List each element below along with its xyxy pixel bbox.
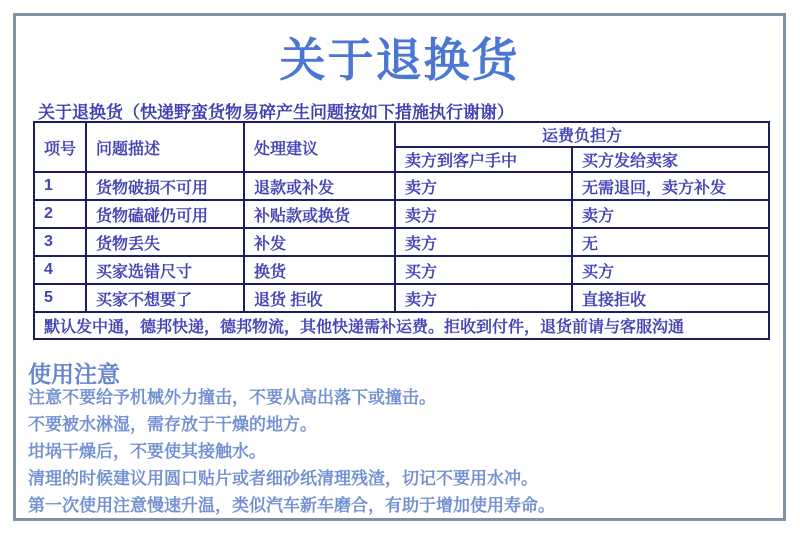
usage-note-line: 第一次使用注意慢速升温，类似汽车新车磨合，有助于增加使用寿命。	[28, 496, 555, 515]
cell-suggestion: 换货	[244, 256, 395, 284]
table-row	[34, 228, 769, 256]
table-row	[34, 256, 769, 284]
col-header-seller-leg: 卖方到客户手中	[395, 147, 572, 172]
cell-problem: 货物磕碰仍可用	[86, 200, 244, 228]
col-header-shipping-group: 运费负担方	[395, 122, 769, 147]
table-row	[34, 172, 769, 200]
table-header-row-top	[34, 122, 769, 147]
usage-notes-heading: 使用注意	[28, 361, 120, 387]
col-header-problem: 问题描述	[86, 122, 244, 172]
cell-seller-leg: 卖方	[395, 284, 572, 312]
cell-buyer-leg: 无需退回，卖方补发	[572, 172, 769, 200]
page-frame	[13, 13, 786, 521]
col-header-suggestion: 处理建议	[244, 122, 395, 172]
col-header-buyer-leg: 买方发给卖家	[572, 147, 769, 172]
usage-notes-list	[28, 384, 768, 519]
cell-item-no: 1	[34, 172, 86, 200]
cell-suggestion: 退货 拒收	[244, 284, 395, 312]
cell-problem: 货物破损不可用	[86, 172, 244, 200]
cell-buyer-leg: 无	[572, 228, 769, 256]
return-policy-table	[33, 121, 770, 340]
cell-seller-leg: 买方	[395, 256, 572, 284]
usage-note-line: 注意不要给予机械外力撞击，不要从高出落下或撞击。	[28, 388, 436, 407]
cell-item-no: 2	[34, 200, 86, 228]
table-subtitle: 关于退换货（快递野蛮货物易碎产生问题按如下措施执行谢谢）	[38, 103, 514, 122]
cell-problem: 买家不想要了	[86, 284, 244, 312]
table-footer-note: 默认发中通，德邦快递，德邦物流，其他快递需补运费。拒收到付件，退货前请与客服沟通	[34, 312, 769, 339]
cell-item-no: 5	[34, 284, 86, 312]
cell-seller-leg: 卖方	[395, 200, 572, 228]
cell-suggestion: 补发	[244, 228, 395, 256]
cell-item-no: 3	[34, 228, 86, 256]
cell-problem: 买家选错尺寸	[86, 256, 244, 284]
cell-suggestion: 退款或补发	[244, 172, 395, 200]
page-title: 关于退换货	[279, 34, 520, 86]
cell-buyer-leg: 直接拒收	[572, 284, 769, 312]
cell-item-no: 4	[34, 256, 86, 284]
table-footer-row	[34, 312, 769, 339]
cell-problem: 货物丢失	[86, 228, 244, 256]
usage-note-line: 不要被水淋湿，需存放于干燥的地方。	[28, 415, 317, 434]
cell-suggestion: 补贴款或换货	[244, 200, 395, 228]
cell-seller-leg: 卖方	[395, 228, 572, 256]
cell-buyer-leg: 卖方	[572, 200, 769, 228]
usage-note-line: 清理的时候建议用圆口贴片或者细砂纸清理残渣，切记不要用水冲。	[28, 469, 538, 488]
table-row	[34, 200, 769, 228]
table-row	[34, 284, 769, 312]
col-header-item-no: 项号	[34, 122, 86, 172]
cell-buyer-leg: 买方	[572, 256, 769, 284]
usage-note-line: 坩埚干燥后，不要使其接触水。	[28, 442, 266, 461]
cell-seller-leg: 卖方	[395, 172, 572, 200]
